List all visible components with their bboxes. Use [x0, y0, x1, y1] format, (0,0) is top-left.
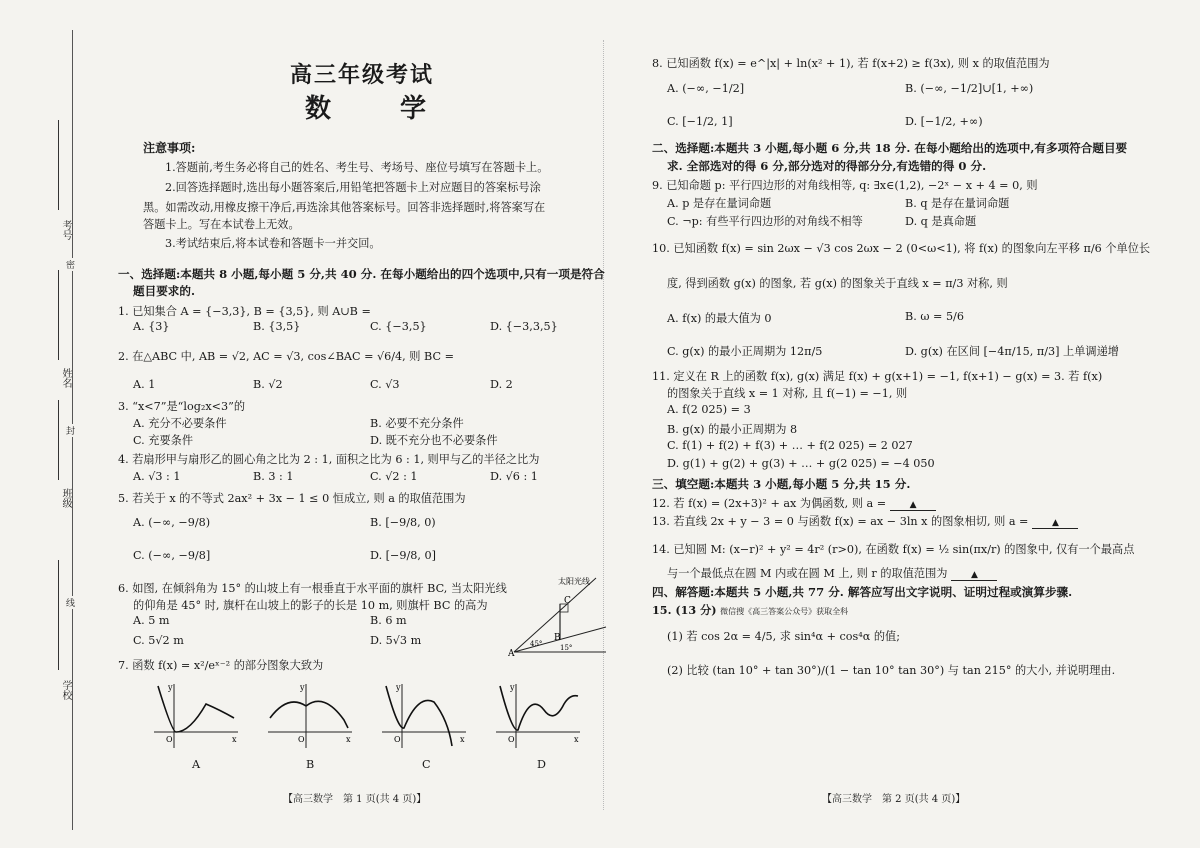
q14-stem-cont: 与一个最低点在圆 M 内或在圆 M 上, 则 r 的取值范围为 ▲ — [667, 565, 1001, 581]
svg-text:x: x — [460, 735, 465, 744]
section1-heading-cont: 题目要求的. — [133, 284, 196, 298]
q12-answer-blank: ▲ — [890, 500, 936, 511]
subject-title: 数 学 — [305, 94, 457, 124]
q5-option-a: A. (−∞, −9/8) — [133, 516, 211, 529]
q6-option-a: A. 5 m — [133, 614, 170, 627]
q1-stem: 1. 已知集合 A = {−3,3}, B = {3,5}, 则 A∪B = — [118, 305, 371, 318]
q7-graph-a — [150, 680, 240, 750]
angle-15-label: 15° — [560, 644, 573, 652]
svg-text:y: y — [168, 683, 173, 692]
q2-option-c: C. √3 — [370, 378, 400, 391]
q10-stem: 10. 已知函数 f(x) = sin 2ωx − √3 cos 2ωx − 2 (0<ω<1), 将 f(x) 的图象向左平移 π/6 个单位长 — [652, 242, 1151, 255]
svg-text:x: x — [574, 735, 579, 744]
svg-text:O: O — [166, 735, 173, 744]
q10-stem-cont: 度, 得到函数 g(x) 的图象, 若 g(x) 的图象关于直线 x = π/3 对称, 则 — [667, 277, 1008, 290]
label-name: 姓名 — [60, 368, 71, 388]
q5-option-c: C. (−∞, −9/8] — [133, 549, 211, 562]
q7-graph-b — [264, 680, 354, 750]
section4-heading: 四、解答题:本题共 5 小题,共 77 分. 解答应写出文字说明、证明过程或演算步骤. — [652, 585, 1073, 599]
notice-heading: 注意事项: — [143, 141, 196, 155]
q1-option-d: D. {−3,3,5} — [490, 320, 558, 333]
section2-heading-cont: 求. 全部选对的得 6 分,部分选对的得部分分,有选错的得 0 分. — [667, 159, 987, 173]
q11-stem: 11. 定义在 R 上的函数 f(x), g(x) 满足 f(x) + g(x+1) = −1, f(x+1) − g(x) = 3. 若 f(x) — [652, 370, 1103, 383]
q2-option-b: B. √2 — [253, 378, 283, 391]
svg-text:x: x — [346, 735, 351, 744]
q7-label-d: D — [537, 758, 546, 771]
q6-stem: 6. 如图, 在倾斜角为 15° 的山坡上有一根垂直于水平面的旗杆 BC, 当太阳光线 — [118, 582, 507, 595]
section1-heading: 一、选择题:本题共 8 小题,每小题 5 分,共 40 分. 在每小题给出的四个选项中,只有一项是符合 — [118, 267, 605, 281]
q9-option-a: A. p 是存在量词命题 — [667, 197, 772, 210]
q6-slope-figure — [508, 570, 608, 662]
q12-stem: 12. 若 f(x) = (2x+3)² + ax 为偶函数, 则 a = ▲ — [652, 495, 940, 511]
q7-graph-d — [492, 680, 582, 750]
q11-option-a: A. f(2 025) = 3 — [667, 403, 751, 416]
svg-text:y: y — [396, 683, 401, 692]
q2-stem: 2. 在△ABC 中, AB = √2, AC = √3, cos∠BAC = √6/4, 则 BC = — [118, 350, 454, 363]
q4-option-a: A. √3 : 1 — [133, 470, 181, 483]
q10-option-d: D. g(x) 在区间 [−4π/15, π/3] 上单调递增 — [905, 345, 1119, 358]
q5-option-b: B. [−9/8, 0) — [370, 516, 436, 529]
q1-option-c: C. {−3,5} — [370, 320, 427, 333]
q3-option-a: A. 充分不必要条件 — [133, 417, 227, 430]
cut-mark-line: 线 — [66, 596, 75, 609]
blank-exam-no — [58, 120, 60, 210]
q8-option-b: B. (−∞, −1/2]∪[1, +∞) — [905, 82, 1034, 95]
blank-name — [58, 270, 60, 360]
label-exam-no: 考号 — [60, 220, 71, 240]
q11-stem-cont: 的图象关于直线 x = 1 对称, 且 f(−1) = −1, 则 — [667, 387, 908, 400]
q4-stem: 4. 若扇形甲与扇形乙的圆心角之比为 2 : 1, 面积之比为 6 : 1, 则甲与乙的半径之比为 — [118, 453, 540, 466]
label-school: 学校 — [60, 680, 71, 700]
q8-option-d: D. [−1/2, +∞) — [905, 115, 983, 128]
blank-class — [58, 400, 60, 480]
notice-item: 1.答题前,考生务必将自己的姓名、考生号、考场号、座位号填写在答题卡上。 — [165, 161, 549, 174]
q3-option-c: C. 充要条件 — [133, 434, 194, 447]
q3-stem: 3. “x<7”是“log₂x<3”的 — [118, 400, 246, 413]
q9-stem: 9. 已知命题 p: 平行四边形的对角线相等, q: ∃x∈(1,2), −2ˣ − x + 4 = 0, 则 — [652, 179, 1038, 192]
angle-45-label: 45° — [530, 640, 543, 648]
q9-option-d: D. q 是真命题 — [905, 215, 977, 228]
q8-option-a: A. (−∞, −1/2] — [667, 82, 745, 95]
cut-mark-seal: 密 — [66, 258, 75, 271]
q4-option-c: C. √2 : 1 — [370, 470, 418, 483]
q15-stem: 15. (13 分) 微信搜《高三答案公众号》获取全科 — [652, 603, 849, 617]
q11-option-d: D. g(1) + g(2) + g(3) + … + g(2 025) = −4 050 — [667, 457, 935, 470]
q10-option-b: B. ω = 5/6 — [905, 310, 964, 323]
q9-option-c: C. ¬p: 有些平行四边形的对角线不相等 — [667, 215, 863, 228]
svg-text:y: y — [300, 683, 305, 692]
q3-option-d: D. 既不充分也不必要条件 — [370, 434, 498, 447]
svg-text:O: O — [508, 735, 515, 744]
q8-option-c: C. [−1/2, 1] — [667, 115, 733, 128]
q10-option-c: C. g(x) 的最小正周期为 12π/5 — [667, 345, 823, 358]
q6-option-b: B. 6 m — [370, 614, 407, 627]
q3-option-b: B. 必要不充分条件 — [370, 417, 464, 430]
q1-option-a: A. {3} — [133, 320, 170, 333]
sun-ray-label: 太阳光线 — [558, 577, 590, 586]
notice-item: 3.考试结束后,将本试卷和答题卡一并交回。 — [165, 237, 381, 250]
notice-item: 2.回答选择题时,选出每小题答案后,用铅笔把答题卡上对应题目的答案标号涂 — [165, 181, 541, 194]
q5-stem: 5. 若关于 x 的不等式 2ax² + 3x − 1 ≤ 0 恒成立, 则 a 的取值范围为 — [118, 492, 466, 505]
section3-heading: 三、填空题:本题共 3 小题,每小题 5 分,共 15 分. — [652, 477, 911, 491]
q7-stem: 7. 函数 f(x) = x²/eˣ⁻² 的部分图象大致为 — [118, 659, 324, 672]
q7-label-a: A — [192, 758, 201, 771]
point-a-label: A — [508, 649, 515, 659]
q15-part2: (2) 比较 (tan 10° + tan 30°)/(1 − tan 10° tan 30°) 与 tan 215° 的大小, 并说明理由. — [667, 664, 1116, 677]
q6-option-c: C. 5√2 m — [133, 634, 184, 647]
q1-option-b: B. {3,5} — [253, 320, 301, 333]
q5-option-d: D. [−9/8, 0] — [370, 549, 437, 562]
q11-option-b: B. g(x) 的最小正周期为 8 — [667, 423, 798, 436]
exam-title: 高三年级考试 — [290, 62, 435, 88]
q4-option-b: B. 3 : 1 — [253, 470, 294, 483]
q6-option-d: D. 5√3 m — [370, 634, 422, 647]
q10-option-a: A. f(x) 的最大值为 0 — [667, 312, 772, 325]
q14-answer-blank: ▲ — [951, 570, 997, 581]
label-class: 班级 — [60, 488, 71, 508]
svg-text:x: x — [232, 735, 237, 744]
q14-stem: 14. 已知圆 M: (x−r)² + y² = 4r² (r>0), 在函数 f(x) = ½ sin(πx/r) 的图象中, 仅有一个最高点 — [652, 543, 1135, 556]
q7-label-c: C — [422, 758, 431, 771]
q11-option-c: C. f(1) + f(2) + f(3) + … + f(2 025) = 2 027 — [667, 439, 913, 452]
q7-graph-c — [378, 680, 468, 750]
q13-answer-blank: ▲ — [1032, 518, 1078, 529]
svg-text:y: y — [510, 683, 515, 692]
q9-option-b: B. q 是存在量词命题 — [905, 197, 1010, 210]
section2-heading: 二、选择题:本题共 3 小题,每小题 6 分,共 18 分. 在每小题给出的选项中,有多项符合题目要 — [652, 141, 1128, 155]
q13-stem: 13. 若直线 2x + y − 3 = 0 与函数 f(x) = ax − 3ln x 的图象相切, 则 a = ▲ — [652, 513, 1082, 529]
footer-page-1: 【高三数学 第 1 页(共 4 页)】 — [283, 794, 427, 805]
point-b-label: B — [554, 633, 561, 643]
point-c-label: C — [564, 596, 571, 606]
page-divider — [603, 40, 605, 810]
q2-option-a: A. 1 — [133, 378, 156, 391]
q15-part1: (1) 若 cos 2α = 4/5, 求 sin⁴α + cos⁴α 的值; — [667, 630, 900, 643]
notice-item: 黑。如需改动,用橡皮擦干净后,再选涂其他答案标号。回答非选择题时,将答案写在 — [143, 201, 546, 214]
footer-page-2: 【高三数学 第 2 页(共 4 页)】 — [822, 794, 966, 805]
q4-option-d: D. √6 : 1 — [490, 470, 538, 483]
svg-text:O: O — [394, 735, 401, 744]
notice-item: 答题卡上。写在本试卷上无效。 — [143, 218, 300, 231]
q2-option-d: D. 2 — [490, 378, 513, 391]
blank-school — [58, 560, 60, 670]
svg-text:O: O — [298, 735, 305, 744]
q7-label-b: B — [306, 758, 315, 771]
q6-stem-cont: 的仰角是 45° 时, 旗杆在山坡上的影子的长是 10 m, 则旗杆 BC 的高为 — [133, 599, 488, 612]
q8-stem: 8. 已知函数 f(x) = e^|x| + ln(x² + 1), 若 f(x+2) ≥ f(3x), 则 x 的取值范围为 — [652, 57, 1050, 70]
q15-watermark: 微信搜《高三答案公众号》获取全科 — [720, 607, 849, 616]
cut-mark-envelope: 封 — [66, 424, 75, 437]
